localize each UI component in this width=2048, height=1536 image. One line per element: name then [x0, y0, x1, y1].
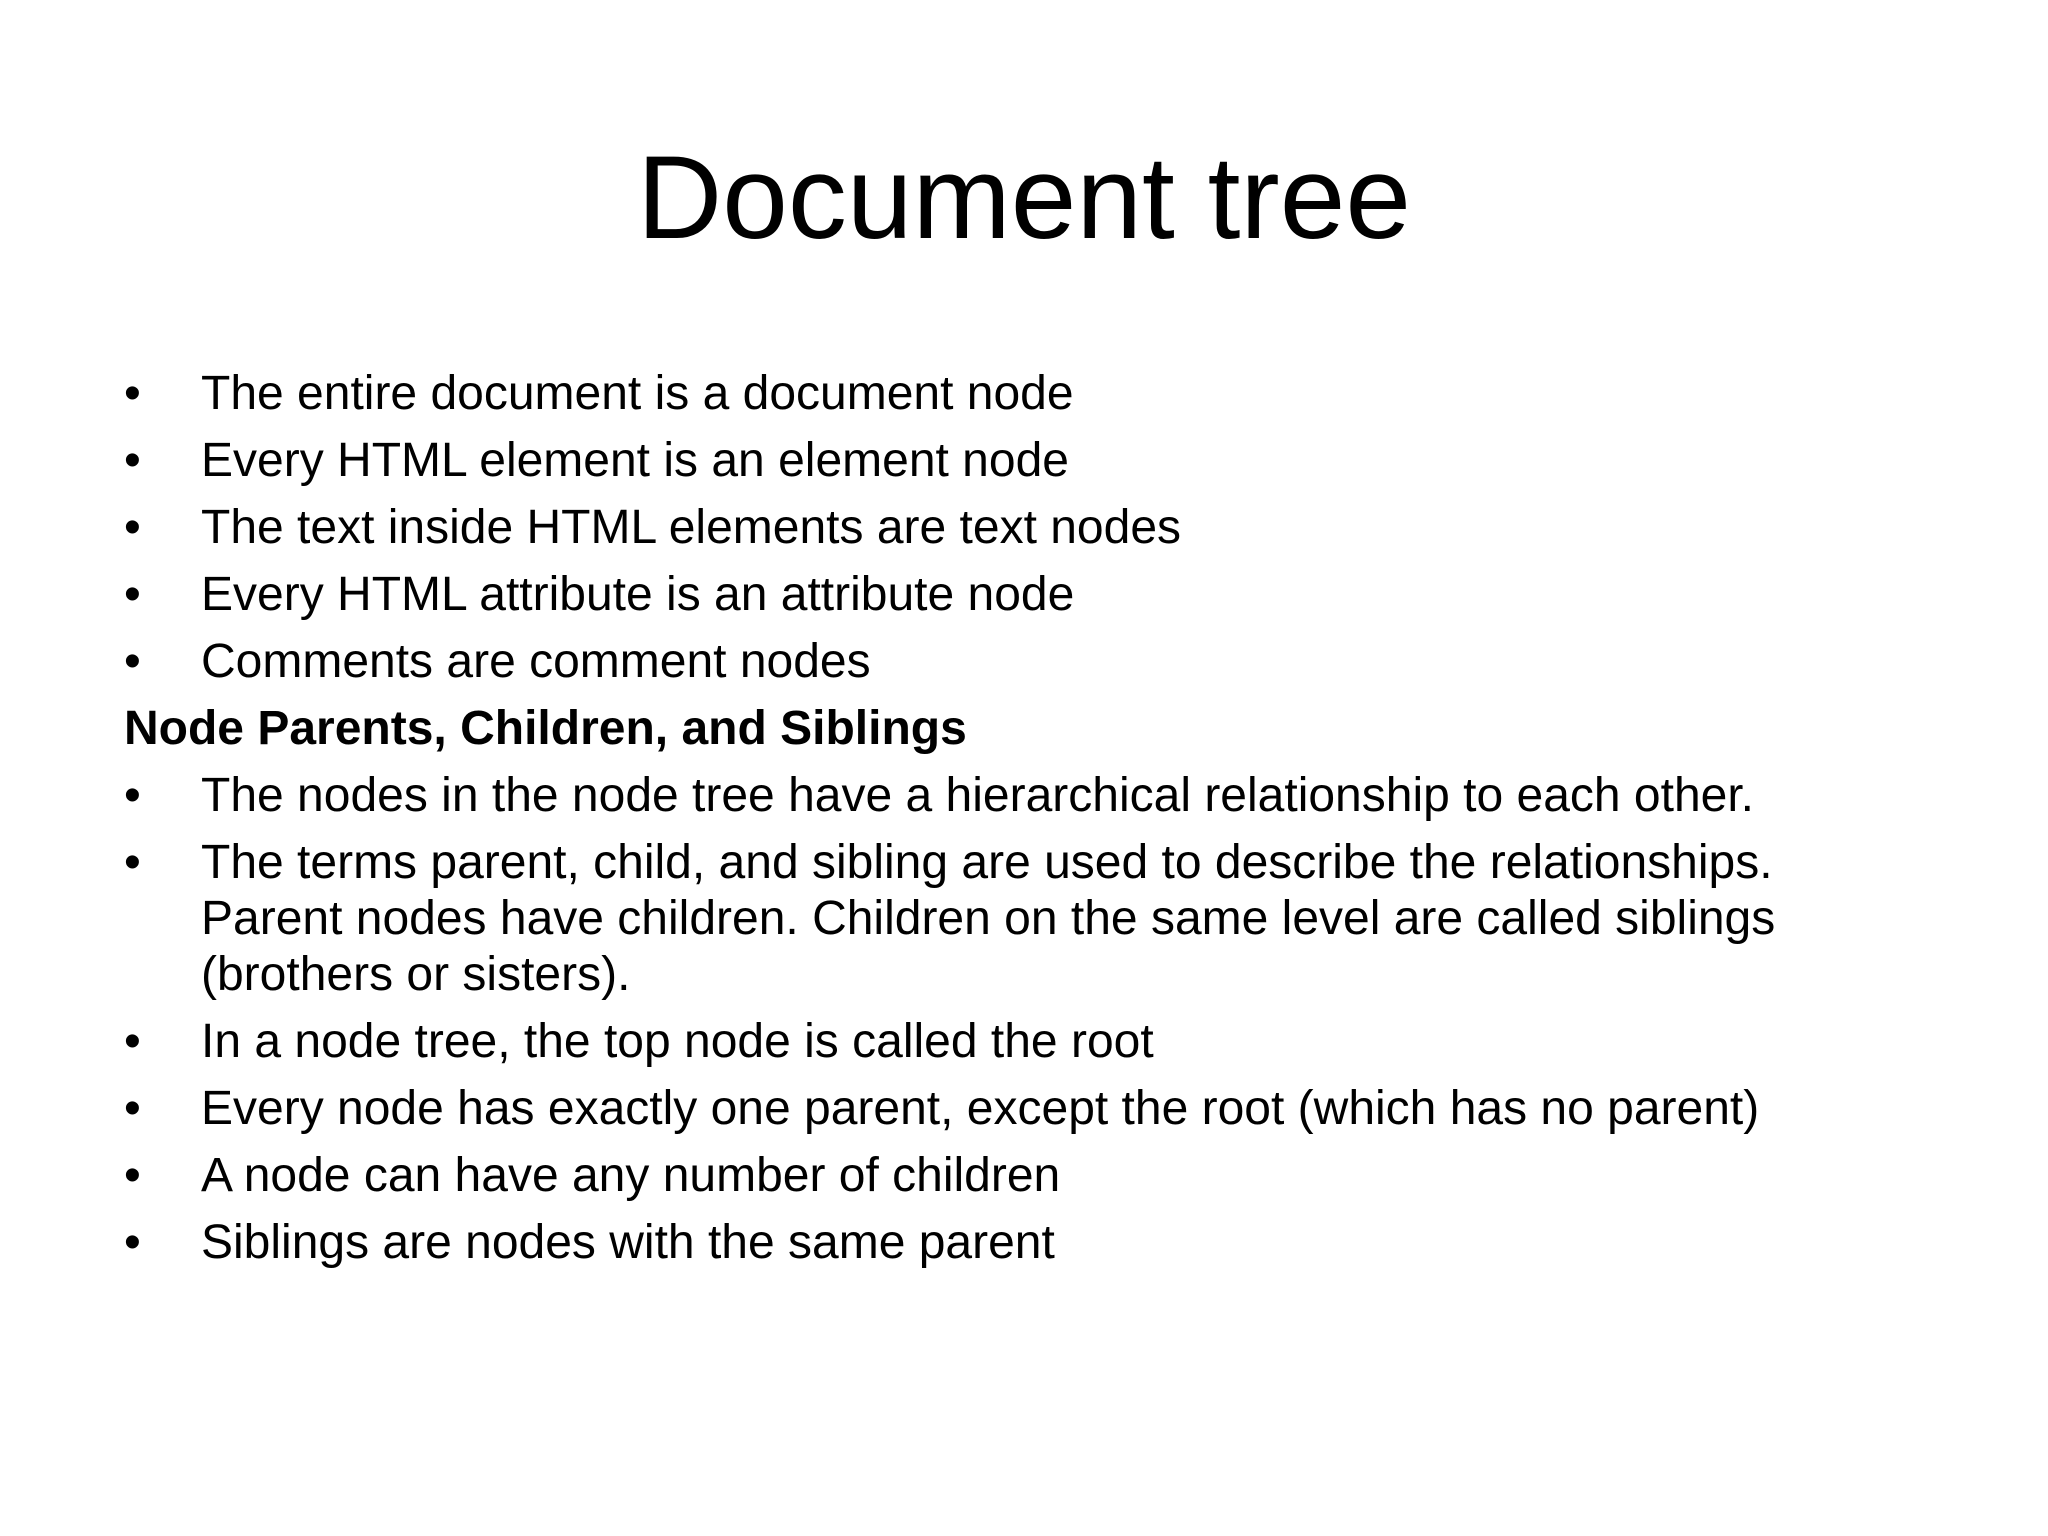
bullet-item [124, 1014, 1984, 1070]
bullet-text-continuation: Parent nodes have children. Children on the same level are called siblings [201, 892, 1776, 945]
bullet-item [124, 1215, 1984, 1271]
bullet-text: In a node tree, the top node is called the root [201, 1015, 1154, 1068]
bullet-item [124, 567, 1984, 623]
bullet-text: The text inside HTML elements are text nodes [201, 501, 1182, 554]
bullet-text: Every HTML element is an element node [201, 434, 1069, 487]
bullet-list-document-nodes [124, 366, 1984, 690]
bullet-item [124, 835, 1984, 1003]
bullet-marker: • [124, 1082, 141, 1135]
bullet-marker: • [124, 1149, 141, 1202]
bullet-item [124, 634, 1984, 690]
bullet-marker: • [124, 367, 141, 420]
bullet-item [124, 500, 1984, 556]
bullet-marker: • [124, 836, 141, 889]
bullet-text: A node can have any number of children [201, 1149, 1061, 1202]
section-subheading: Node Parents, Children, and Siblings [124, 702, 967, 755]
bullet-marker: • [124, 501, 141, 554]
bullet-marker: • [124, 568, 141, 621]
bullet-item [124, 768, 1984, 824]
bullet-marker: • [124, 1216, 141, 1269]
bullet-text: The terms parent, child, and sibling are used to describe the relationships. [201, 836, 1773, 889]
bullet-text: The nodes in the node tree have a hierarchical relationship to each other. [201, 769, 1755, 822]
bullet-item [124, 366, 1984, 422]
bullet-item [124, 1148, 1984, 1204]
bullet-marker: • [124, 434, 141, 487]
bullet-text: Siblings are nodes with the same parent [201, 1216, 1055, 1269]
bullet-text: Comments are comment nodes [201, 635, 871, 688]
slide-title: Document tree [637, 132, 1411, 264]
bullet-marker: • [124, 769, 141, 822]
bullet-list-node-relationships [124, 768, 1984, 1271]
slide-content [124, 366, 1984, 1282]
bullet-text-continuation: (brothers or sisters). [201, 948, 631, 1001]
bullet-item [124, 1081, 1984, 1137]
bullet-marker: • [124, 1015, 141, 1068]
bullet-item [124, 433, 1984, 489]
bullet-text: The entire document is a document node [201, 367, 1074, 420]
bullet-marker: • [124, 635, 141, 688]
bullet-text: Every node has exactly one parent, except the root (which has no parent) [201, 1082, 1760, 1135]
bullet-text: Every HTML attribute is an attribute node [201, 568, 1075, 621]
